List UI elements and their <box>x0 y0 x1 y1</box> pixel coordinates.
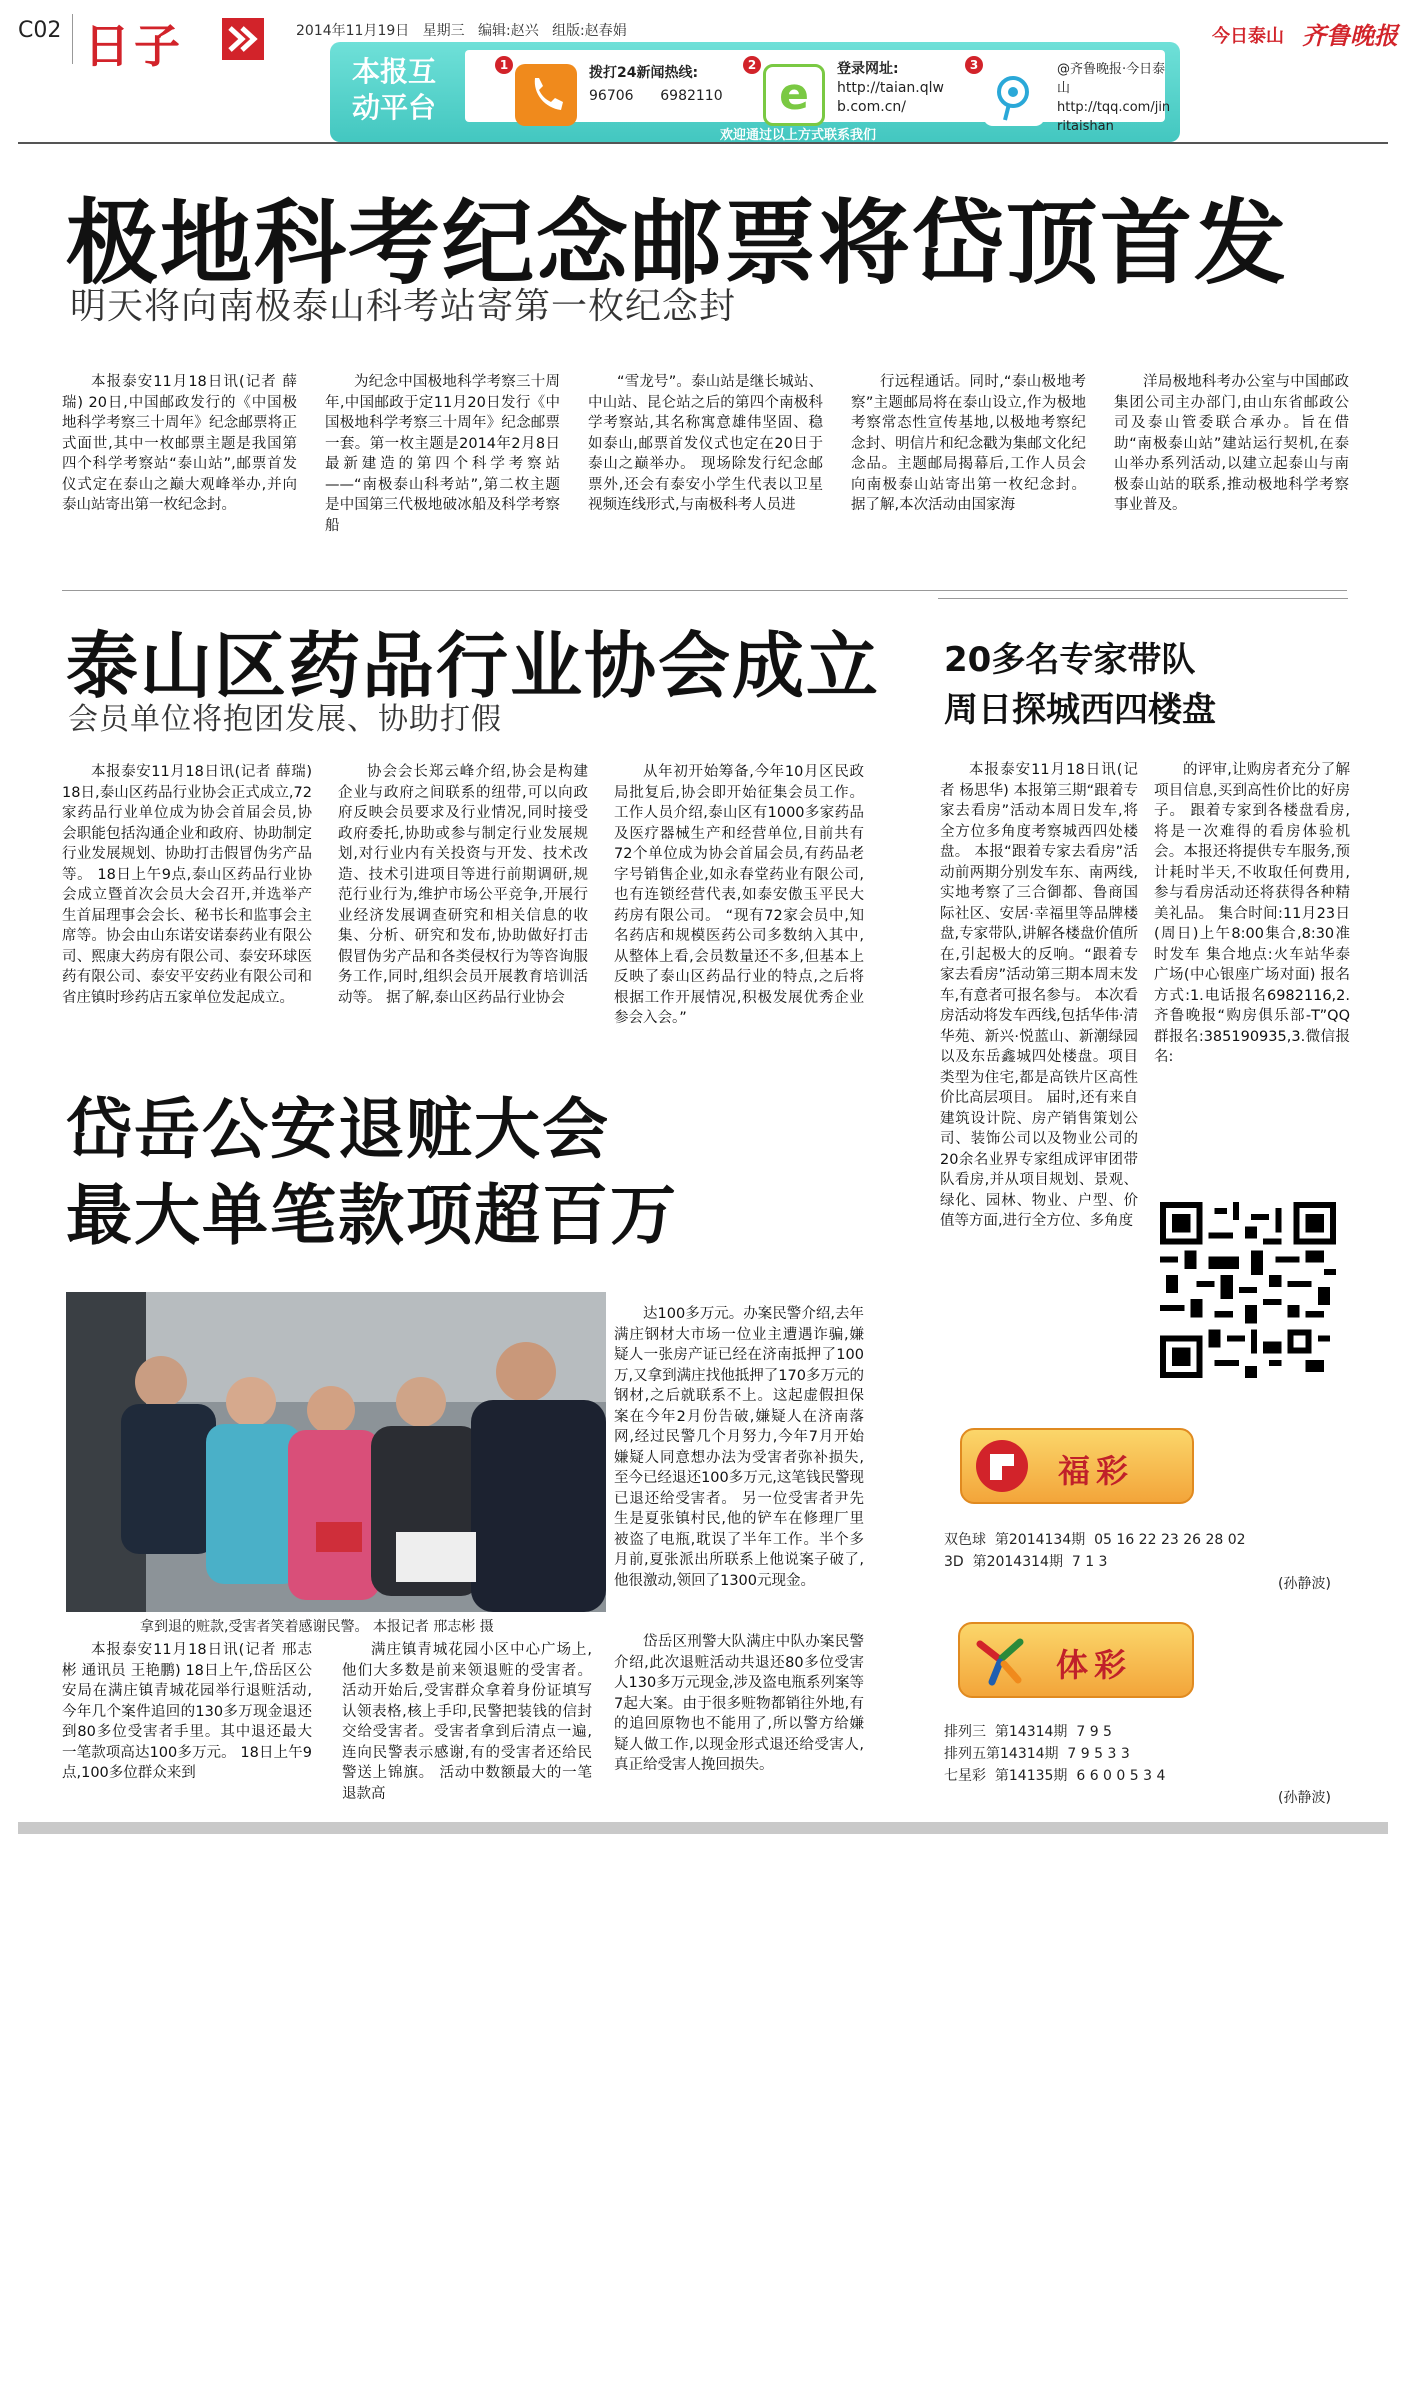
website-block: 登录网址: http://taian.qlw b.com.cn/ <box>837 61 944 115</box>
phone-icon <box>515 64 577 126</box>
website-url-line1[interactable]: http://taian.qlw <box>837 80 944 96</box>
page-code: C02 <box>18 18 62 43</box>
designer-credit: 组版:赵春娟 <box>552 23 627 39</box>
article1-headline: 极地科考纪念邮票将岱顶首发 <box>66 190 1289 297</box>
article3-headline-line1: 岱岳公安退赃大会 <box>66 1091 610 1168</box>
section-arrow-icon <box>222 18 264 60</box>
website-url-line2[interactable]: b.com.cn/ <box>837 99 906 115</box>
weibo-block: @齐鲁晚报·今日泰山 http://tqq.com/jin ritaishan <box>1057 62 1171 134</box>
paper-logo: 齐鲁晚报 <box>1302 21 1398 50</box>
article3-column: 岱岳区刑警大队满庄中队办案民警介绍,此次退赃活动共退还80多位受害人130多万元现金,涉及盗电瓶系列案等7起大案。由于很多赃物都销往外地,有的追回原物也不能用了,所以警方给嫌疑人做工作,以现金形式退还给受害人,真正给受害人挽回损失。 <box>614 1632 864 1812</box>
interactive-footer: 欢迎通过以上方式联系我们 <box>720 128 877 143</box>
ticai-line-pl5: 排列五第14314期 7 9 5 3 3 <box>944 1746 1130 1762</box>
ticai-badge <box>958 1622 1194 1698</box>
svg-text:e: e <box>779 69 809 120</box>
news-photo <box>66 1292 606 1612</box>
ticai-line-pl3: 排列三 第14314期 7 9 5 <box>944 1724 1112 1740</box>
sidebar-headline-line1: 20多名专家带队 <box>944 640 1196 680</box>
fucai-logo-icon <box>976 1440 1028 1492</box>
weibo-url-line1[interactable]: http://tqq.com/jin <box>1057 100 1171 115</box>
article1-subhead: 明天将向南极泰山科考站寄第一枚纪念封 <box>70 286 737 327</box>
article1-column: 行远程通话。同时,“泰山极地考察”主题邮局将在泰山设立,作为极地考察常态性宣传基地,以极地考察纪念封、明信片和纪念戳为集邮文化纪念品。主题邮局揭幕后,工作人员会向南极泰山站寄出第一枚纪念封。 据了解,本次活动由国家海 <box>851 374 1086 513</box>
item-number-1: 1 <box>495 56 513 74</box>
today-section-label: 今日泰山 <box>1212 26 1284 47</box>
browser-e-icon <box>763 64 825 126</box>
header-divider <box>72 14 73 64</box>
item-number-3: 3 <box>965 56 983 74</box>
article1-column: 洋局极地科考办公室与中国邮政集团公司主办部门,由山东省邮政公司及泰山管委联合承办。旨在借助“南极泰山站”建站运行契机,在泰山举办系列活动,以建立起泰山与南极泰山站的联系,推动极地科学考察事业普及。 <box>1114 374 1349 513</box>
article3-column: 达100多万元。办案民警介绍,去年满庄钢材大市场一位业主遭遇诈骗,嫌疑人一张房产证已经在济南抵押了100万,又拿到满庄找他抵押了170多万元的钢材,之后就联系不上。这起虚假担保案在今年2月份告破,嫌疑人在济南落网,经过民警几个月努力,今年7月开始嫌疑人同意想办法为受害者弥补损失,至今已经退还100多万元,这笔钱民警现已退还给受害者。 另一位受害者尹先生是夏张镇村民,他的铲车在修理厂里被盗了电瓶,耽误了半年工作。半个多月前,夏张派出所联系上他说案子破了,他很激动,领回了1300元现金。 <box>614 1306 864 1589</box>
photo-caption: 拿到退的赃款,受害者笑着感谢民警。 本报记者 邢志彬 摄 <box>140 1619 494 1635</box>
fucai-badge-label: 福彩 <box>1058 1452 1135 1490</box>
sidebar-top-rule <box>938 598 1348 599</box>
article2-column: 从年初开始筹备,今年10月区民政局批复后,协会即开始征集会员工作。工作人员介绍,泰山区有1000多家药品及医疗器械生产和经营单位,目前共有72个单位成为协会首届会员,有药品老字号销售企业,如永春堂药业有限公司,也有连锁经营代表,如泰安傲玉平民大药房有限公司。 “现有72家会员中,知名药店和规模医药公司多数纳入其中,从整体上看,会员数量还不多,但基本上反映了泰山区药品行业的特点,之后将根据工作开展情况,积极发展优秀企业参会入会。” <box>614 764 864 1026</box>
qr-code-icon[interactable] <box>1160 1202 1336 1378</box>
section-title: 日子 <box>84 19 184 73</box>
interactive-platform-banner <box>330 42 1180 142</box>
item-number-2: 2 <box>743 56 761 74</box>
header-rule <box>18 142 1388 144</box>
article1-column: “雪龙号”。泰山站是继长城站、中山站、昆仑站之后的第四个南极科学考察站,其名称寓意雄伟坚固、稳如泰山,邮票首发仪式也定在20日于泰山之巅举办。 现场除发行纪念邮票外,还会有泰安小学生代表以卫星视频连线形式,与南极科考人员进 <box>588 374 823 513</box>
issue-date: 2014年11月19日 <box>296 23 410 39</box>
page-bottom-bar <box>18 1822 1388 1834</box>
fucai-badge <box>960 1428 1194 1504</box>
article1-column: 本报泰安11月18日讯(记者 薛瑞) 20日,中国邮政发行的《中国极地科学考察三十周年》纪念邮票将正式面世,其中一枚邮票主题是我国第四个科学考察站“泰山站”,邮票首发仪式定在泰山之巅大观峰举办,并向泰山站寄出第一枚纪念封。 <box>62 374 297 513</box>
weibo-icon <box>983 64 1045 126</box>
hotline-number-2[interactable]: 6982110 <box>660 88 723 104</box>
fucai-line-3d: 3D 第2014314期 7 1 3 <box>944 1554 1108 1570</box>
ticai-logo-icon <box>972 1632 1028 1688</box>
article2-column: 本报泰安11月18日讯(记者 薛瑞) 18日,泰山区药品行业协会正式成立,72家药品行业单位成为协会首届会员,协会职能包括沟通企业和政府、协助制定行业发展规划、协助打击假冒伪劣产品等。 18日上午9点,泰山区药品行业协会成立暨首次会员大会召开,并选举产生首届理事会会长、秘书长和监事会主席等。协会由山东诺安诺泰药业有限公司、熙康大药房有限公司、泰安环球医药有限公司、泰安平安药业有限公司和省庄镇时珍药店五家单位发起成立。 <box>62 764 312 1006</box>
fucai-line-ssq: 双色球 第2014134期 05 16 22 23 26 28 02 <box>944 1532 1246 1548</box>
sidebar-column: 的评审,让购房者充分了解项目信息,买到高性价比的好房子。 跟着专家到各楼盘看房,将是一次难得的看房体验机会。本报还将提供专车服务,预计耗时半天,不收取任何费用,参与看房活动还将获得各种精美礼品。 集合时间:11月23日(周日)上午8:00集合,8:30准时发车 集合地点:火车站华泰广场(中心银座广场对面) 报名方式:1.电话报名6982116,2.齐鲁晚报“购房俱乐部-T”QQ群报名:385190935,3.微信报名: <box>1154 762 1350 1065</box>
editor-credit: 编辑:赵兴 <box>477 23 539 39</box>
hotline-block: 拨打24新闻热线: 96706 6982110 <box>589 65 723 104</box>
issue-weekday: 星期三 <box>422 23 465 39</box>
article3-headline-line2: 最大单笔款项超百万 <box>66 1177 678 1254</box>
article2-headline: 泰山区药品行业协会成立 <box>66 624 881 708</box>
sidebar-column: 本报泰安11月18日讯(记者 杨思华) 本报第三期“跟着专家去看房”活动本周日发车,将全方位多角度考察城西四处楼盘。 本报“跟着专家去看房”活动前两期分别发车东、南两线,实地考察了三合御都、鲁商国际社区、安居·幸福里等品牌楼盘,专家带队,讲解各楼盘价值所在,引起极大的反响。“跟着专家去看房”活动第三期本周末发车,有意者可报名参与。 本次看房活动将发车西线,包括华伟·清华苑、新兴·悦蓝山、新潮绿园以及东岳鑫城四处楼盘。项目类型为住宅,都是高铁片区高性价比高层项目。 届时,还有来自建筑设计院、房产销售策划公司、装饰公司以及物业公司的20余名业界专家组成评审团带队看房,并从项目规划、景观、绿化、园林、物业、户型、价值等方面,进行全方位、多角度 <box>940 762 1138 1229</box>
article1-bottom-rule <box>62 590 1347 591</box>
article3-column: 本报泰安11月18日讯(记者 邢志彬 通讯员 王艳鹏) 18日上午,岱岳区公安局在满庄镇青城花园举行退赃活动,今年几个案件追回的130多万现金退还到80多位受害者手里。其中退还最大一笔款项高达100多万元。 18日上午9点,100多位群众来到 <box>62 1642 312 1781</box>
hotline-number-1[interactable]: 96706 <box>589 88 634 104</box>
sidebar-headline-line2: 周日探城西四楼盘 <box>944 690 1216 730</box>
ticai-credit: (孙静波) <box>1278 1790 1331 1806</box>
interactive-panel <box>465 50 1171 134</box>
article1-column: 为纪念中国极地科学考察三十周年,中国邮政于定11月20日发行《中国极地科学考察三十周年》纪念邮票一套。第一枚主题是2014年2月8日最新建造的第四个科学考察站——“南极泰山科考站”,第二枚主题是中国第三代极地破冰船及科学考察船 <box>325 374 560 534</box>
header-meta <box>296 20 627 40</box>
fucai-credit: (孙静波) <box>1278 1576 1331 1592</box>
interactive-title: 本报互 动平台 <box>352 55 437 124</box>
article2-column: 协会会长郑云峰介绍,协会是构建企业与政府之间联系的纽带,可以向政府反映会员要求及行业情况,同时接受政府委托,协助或参与制定行业发展规划,对行业内有关投资与开发、技术改造、技术引进项目等进行前期调研,规范行业行为,维护市场公平竞争,开展行业经济发展调查研究和相关信息的收集、分析、研究和发布,协助做好打击假冒伪劣产品和各类侵权行为等咨询服务工作,同时,组织会员开展教育培训活动等。 据了解,泰山区药品行业协会 <box>338 764 588 1006</box>
article3-column: 满庄镇青城花园小区中心广场上,他们大多数是前来领退赃的受害者。 活动开始后,受害群众拿着身份证填写认领表格,核上手印,民警把装钱的信封交给受害者。受害者拿到后清点一遍,连向民警表示感谢,有的受害者还给民警送上锦旗。 活动中数额最大的一笔退款高 <box>342 1642 592 1802</box>
ticai-badge-label: 体彩 <box>1056 1646 1133 1684</box>
article2-subhead: 会员单位将抱团发展、协助打假 <box>68 702 502 737</box>
ticai-line-qxc: 七星彩 第14135期 6 6 0 0 5 3 4 <box>944 1768 1166 1784</box>
weibo-url-line2[interactable]: ritaishan <box>1057 119 1114 134</box>
